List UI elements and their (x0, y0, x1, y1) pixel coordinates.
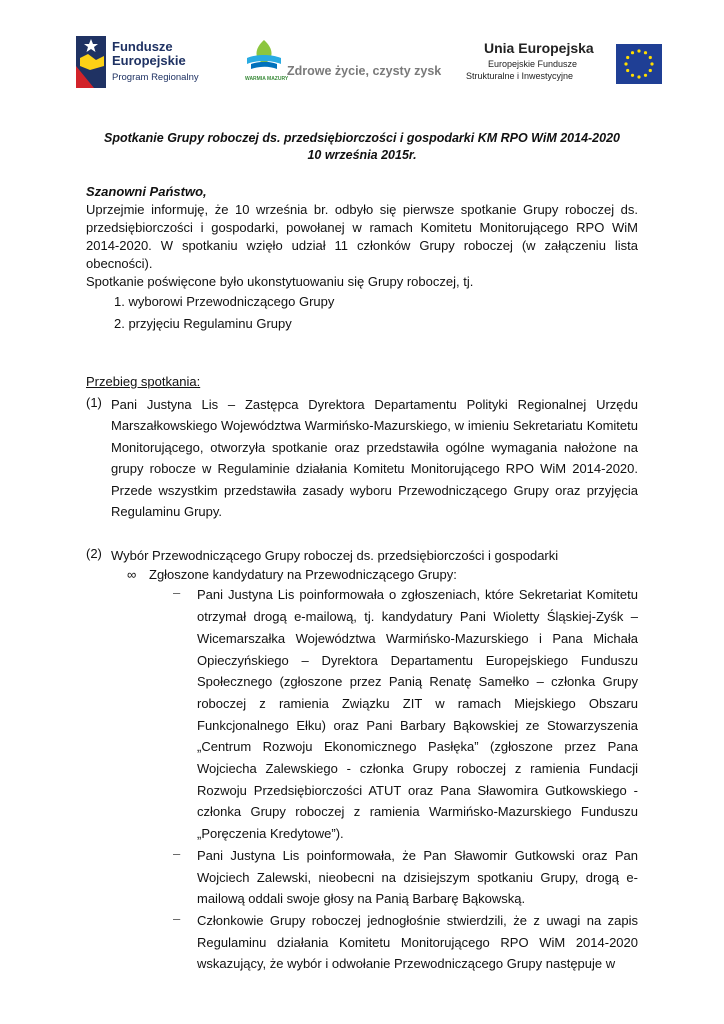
meeting-title (86, 130, 638, 164)
ue-subtitle-2: Strukturalne i Inwestycyjne (466, 71, 574, 81)
dash-bullet-icon: – (173, 845, 181, 861)
dash-bullet-icon: – (173, 585, 181, 601)
unia-europejska-logo (466, 40, 666, 90)
agenda-item-1 (86, 394, 638, 522)
dash-item-text: Pani Justyna Lis poinformowała, że Pan Sławomir Gutkowski oraz Pan Wojciech Zalewski, nieobecni na dzisiejszym spotkaniu Grupy, drogą e-mailową oddali swoje głosy na Panią Barbarę Bąkowską. (197, 847, 638, 907)
candidacy-subitem (86, 566, 638, 584)
meeting-title-line1: Spotkanie Grupy roboczej ds. przedsiębiorczości i gospodarki KM RPO WiM 2014-2020 (104, 131, 620, 145)
dash-item (86, 584, 638, 844)
purpose-item: 1. wyborowi Przewodniczącego Grupy (114, 294, 335, 309)
agenda-item-text: Wybór Przewodniczącego Grupy roboczej ds. przedsiębiorczości i gospodarki (111, 548, 559, 564)
purpose-paragraph: Spotkanie poświęcone było ukonstytuowaniu się Grupy roboczej, tj. (86, 274, 474, 289)
meeting-date: 10 września 2015r. (307, 148, 417, 162)
candidacy-subitem-text: Zgłoszone kandydatury na Przewodniczącego Grupy: (149, 567, 457, 583)
purpose-item: 2. przyjęciu Regulaminu Grupy (114, 316, 292, 331)
dash-item (86, 910, 638, 975)
infinity-bullet-icon: ∞ (127, 567, 137, 583)
fundusze-europejskie-logo (76, 36, 236, 92)
dash-item-text: Pani Justyna Lis poinformowała o zgłoszeniach, które Sekretariat Komitetu otrzymał drogą e-mailową, tj. kandydatury Pani Wioletty Śląskiej-Zyśk – Wicemarszałka Województwa Warmińsko-Mazurskiego i Pana Michała Opieczyńskiego – Dyrektora Departamentu Europejskiego Funduszu Społecznego (zgłoszone przez Panią Renatę Samełko – członka Grupy roboczej z ramienia Związku ZIT w ramach Miejskiego Obszaru Funkcjonalnego Ełku) oraz Pani Barbary Bąkowskiej ze Stowarzyszenia „Centrum Rozwoju Ekonomicznego Pasłęka” (zgłoszone przez Pana Wojciecha Zalewskiego - członka Grupy roboczej z ramienia Fundacji Rozwoju Przedsiębiorczości ATUT oraz Pana Sławomira Gutkowskiego - członka Grupy roboczej z ramienia Warmińsko-Mazurskiego Funduszu „Poręczenia Kredytowe”). (197, 587, 638, 842)
intro-paragraph: Uprzejmie informuję, że 10 września br. odbyło się pierwsze spotkanie Grupy roboczej ds. przedsiębiorczości i gospodarki, powołanej w ramach Komitetu Monitorującego RPO WiM 2014-2020. W spotkaniu wzięło udział 11 członków Grupy roboczej (w załączeniu lista obecności). (86, 202, 638, 271)
logo-bar (0, 36, 724, 96)
fundusze-europejskie-mark-icon (76, 36, 106, 88)
item-marker: (1) (86, 395, 102, 410)
fe-line2: Europejskie (112, 53, 186, 68)
greeting: Szanowni Państwo, (86, 184, 207, 199)
warmia-mazury-slogan: Zdrowe życie, czysty zysk (287, 64, 442, 78)
dash-item (86, 845, 638, 910)
fe-subtitle: Program Regionalny (112, 72, 199, 83)
eu-flag-icon (616, 44, 662, 84)
fe-line1: Fundusze (112, 39, 173, 54)
purpose-list (86, 293, 638, 333)
warmia-mazury-logo (243, 38, 443, 92)
agenda-item-2 (86, 545, 638, 566)
ue-subtitle-1: Europejskie Fundusze (488, 59, 578, 69)
warmia-mazury-mark-text: WARMIA MAZURY (245, 76, 289, 82)
ue-title: Unia Europejska (484, 40, 594, 56)
item-marker: (2) (86, 546, 102, 562)
section-heading: Przebieg spotkania: (86, 374, 201, 389)
document-body (86, 130, 638, 975)
dash-bullet-icon: – (173, 910, 181, 926)
agenda-item-text: Pani Justyna Lis – Zastępca Dyrektora Departamentu Polityki Regionalnej Urzędu Marszałkowskiego Województwa Warmińsko-Mazurskiego, w imieniu Sekretariatu Komitetu Monitorującego, otworzyła spotkanie oraz przedstawiła ogólne wymagania nałożone na grupy robocze w Regulaminie działania Komitetu Monitorującego RPO WiM 2014-2020. Przede wszystkim przedstawiła zasady wyboru Przewodniczącego Grupy oraz przyjęcia Regulaminu Grupy. (111, 397, 638, 520)
dash-item-text: Członkowie Grupy roboczej jednogłośnie stwierdzili, że z uwagi na zapis Regulaminu działania Komitetu Monitorującego RPO WiM 2014-2020 wskazujący, że wybór i odwołanie Przewodniczącego Grupy następuje w (197, 912, 638, 972)
